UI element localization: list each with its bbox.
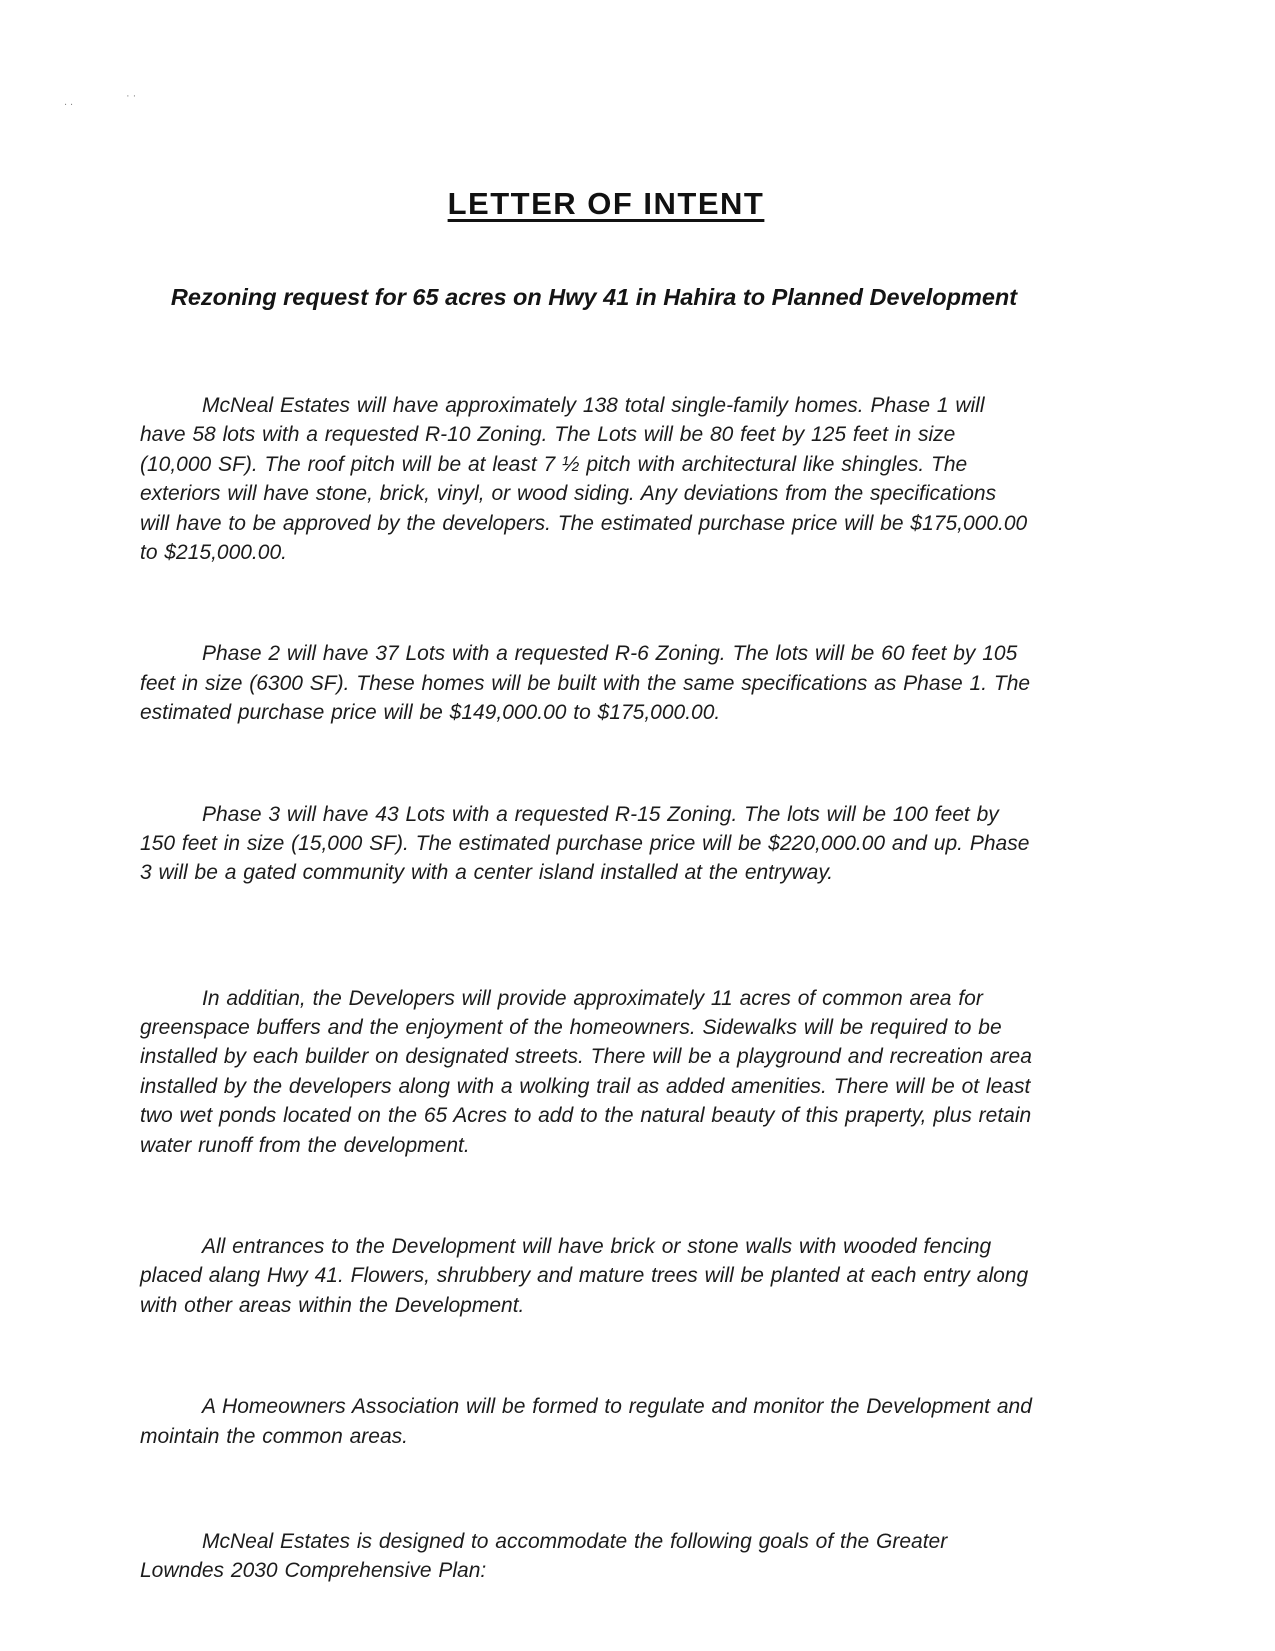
scan-artifact: ..	[64, 96, 77, 108]
paragraph-entrances: All entrances to the Development will have brick or stone walls with wooded fencing placed alang Hwy 41. Flowers, shrubbery and mature trees will be planted at each entry along with other areas within the Development.	[140, 1235, 1029, 1317]
paragraph-common-area: In additian, the Developers will provide approximately 11 acres of common area for greenspace buffers and the enjoyment of the homeowners. Sidewalks will be required to be installed by each builder on designated streets. There will be a playground and recreation area installed by the developers along with a wolking trail as added amenities. There will be ot least two wet ponds located on the 65 Acres to add to the natural beauty of this praperty, plus retain water runoff from the development.	[140, 986, 1032, 1157]
document-subtitle: Rezoning request for 65 acres on Hwy 41 in Hahira to Planned Development	[170, 284, 1018, 310]
paragraph-hoa: A Homeowners Association will be formed to regulate and monitor the Development and mointain the common areas.	[140, 1395, 1032, 1448]
paragraph-phase3: Phase 3 will have 43 Lots with a requested R-15 Zoning. The lots will be 100 feet by 150 feet in size (15,000 SF). The estimated purchase price will be $220,000.00 and up. Phase 3 will be a gated community with a center island installed at the entryway.	[140, 802, 1030, 885]
document-title: LETTER OF INTENT	[447, 186, 765, 221]
letter-content	[140, 186, 1032, 1586]
paragraph-comprehensive-plan: McNeal Estates is designed to accommodate the following goals of the Greater Lowndes 2030 Comprehensive Plan:	[140, 1529, 948, 1583]
paragraph-phase2: Phase 2 will have 37 Lots with a requested R-6 Zoning. The lots will be 60 feet by 105 feet in size (6300 SF). These homes will be built with the same specifications as Phase 1. The estimated purchase price will be $149,000.00 to $175,000.00.	[140, 642, 1031, 725]
paragraphs-container	[140, 391, 1032, 1586]
scan-artifact: ··	[126, 90, 140, 102]
paragraph-phase1: McNeal Estates will have approximately 138 total single-family homes. Phase 1 will have 58 lots with a requested R-10 Zoning. The Lots will be 80 feet by 125 feet in size (10,000 SF). The roof pitch will be at least 7 ½ pitch with architectural like shingles. The exteriors will have stone, brick, vinyl, or wood siding. Any deviations from the specifications will have to be approved by the developers. The estimated purchase price will be $175,000.00 to $215,000.00.	[140, 394, 1028, 564]
